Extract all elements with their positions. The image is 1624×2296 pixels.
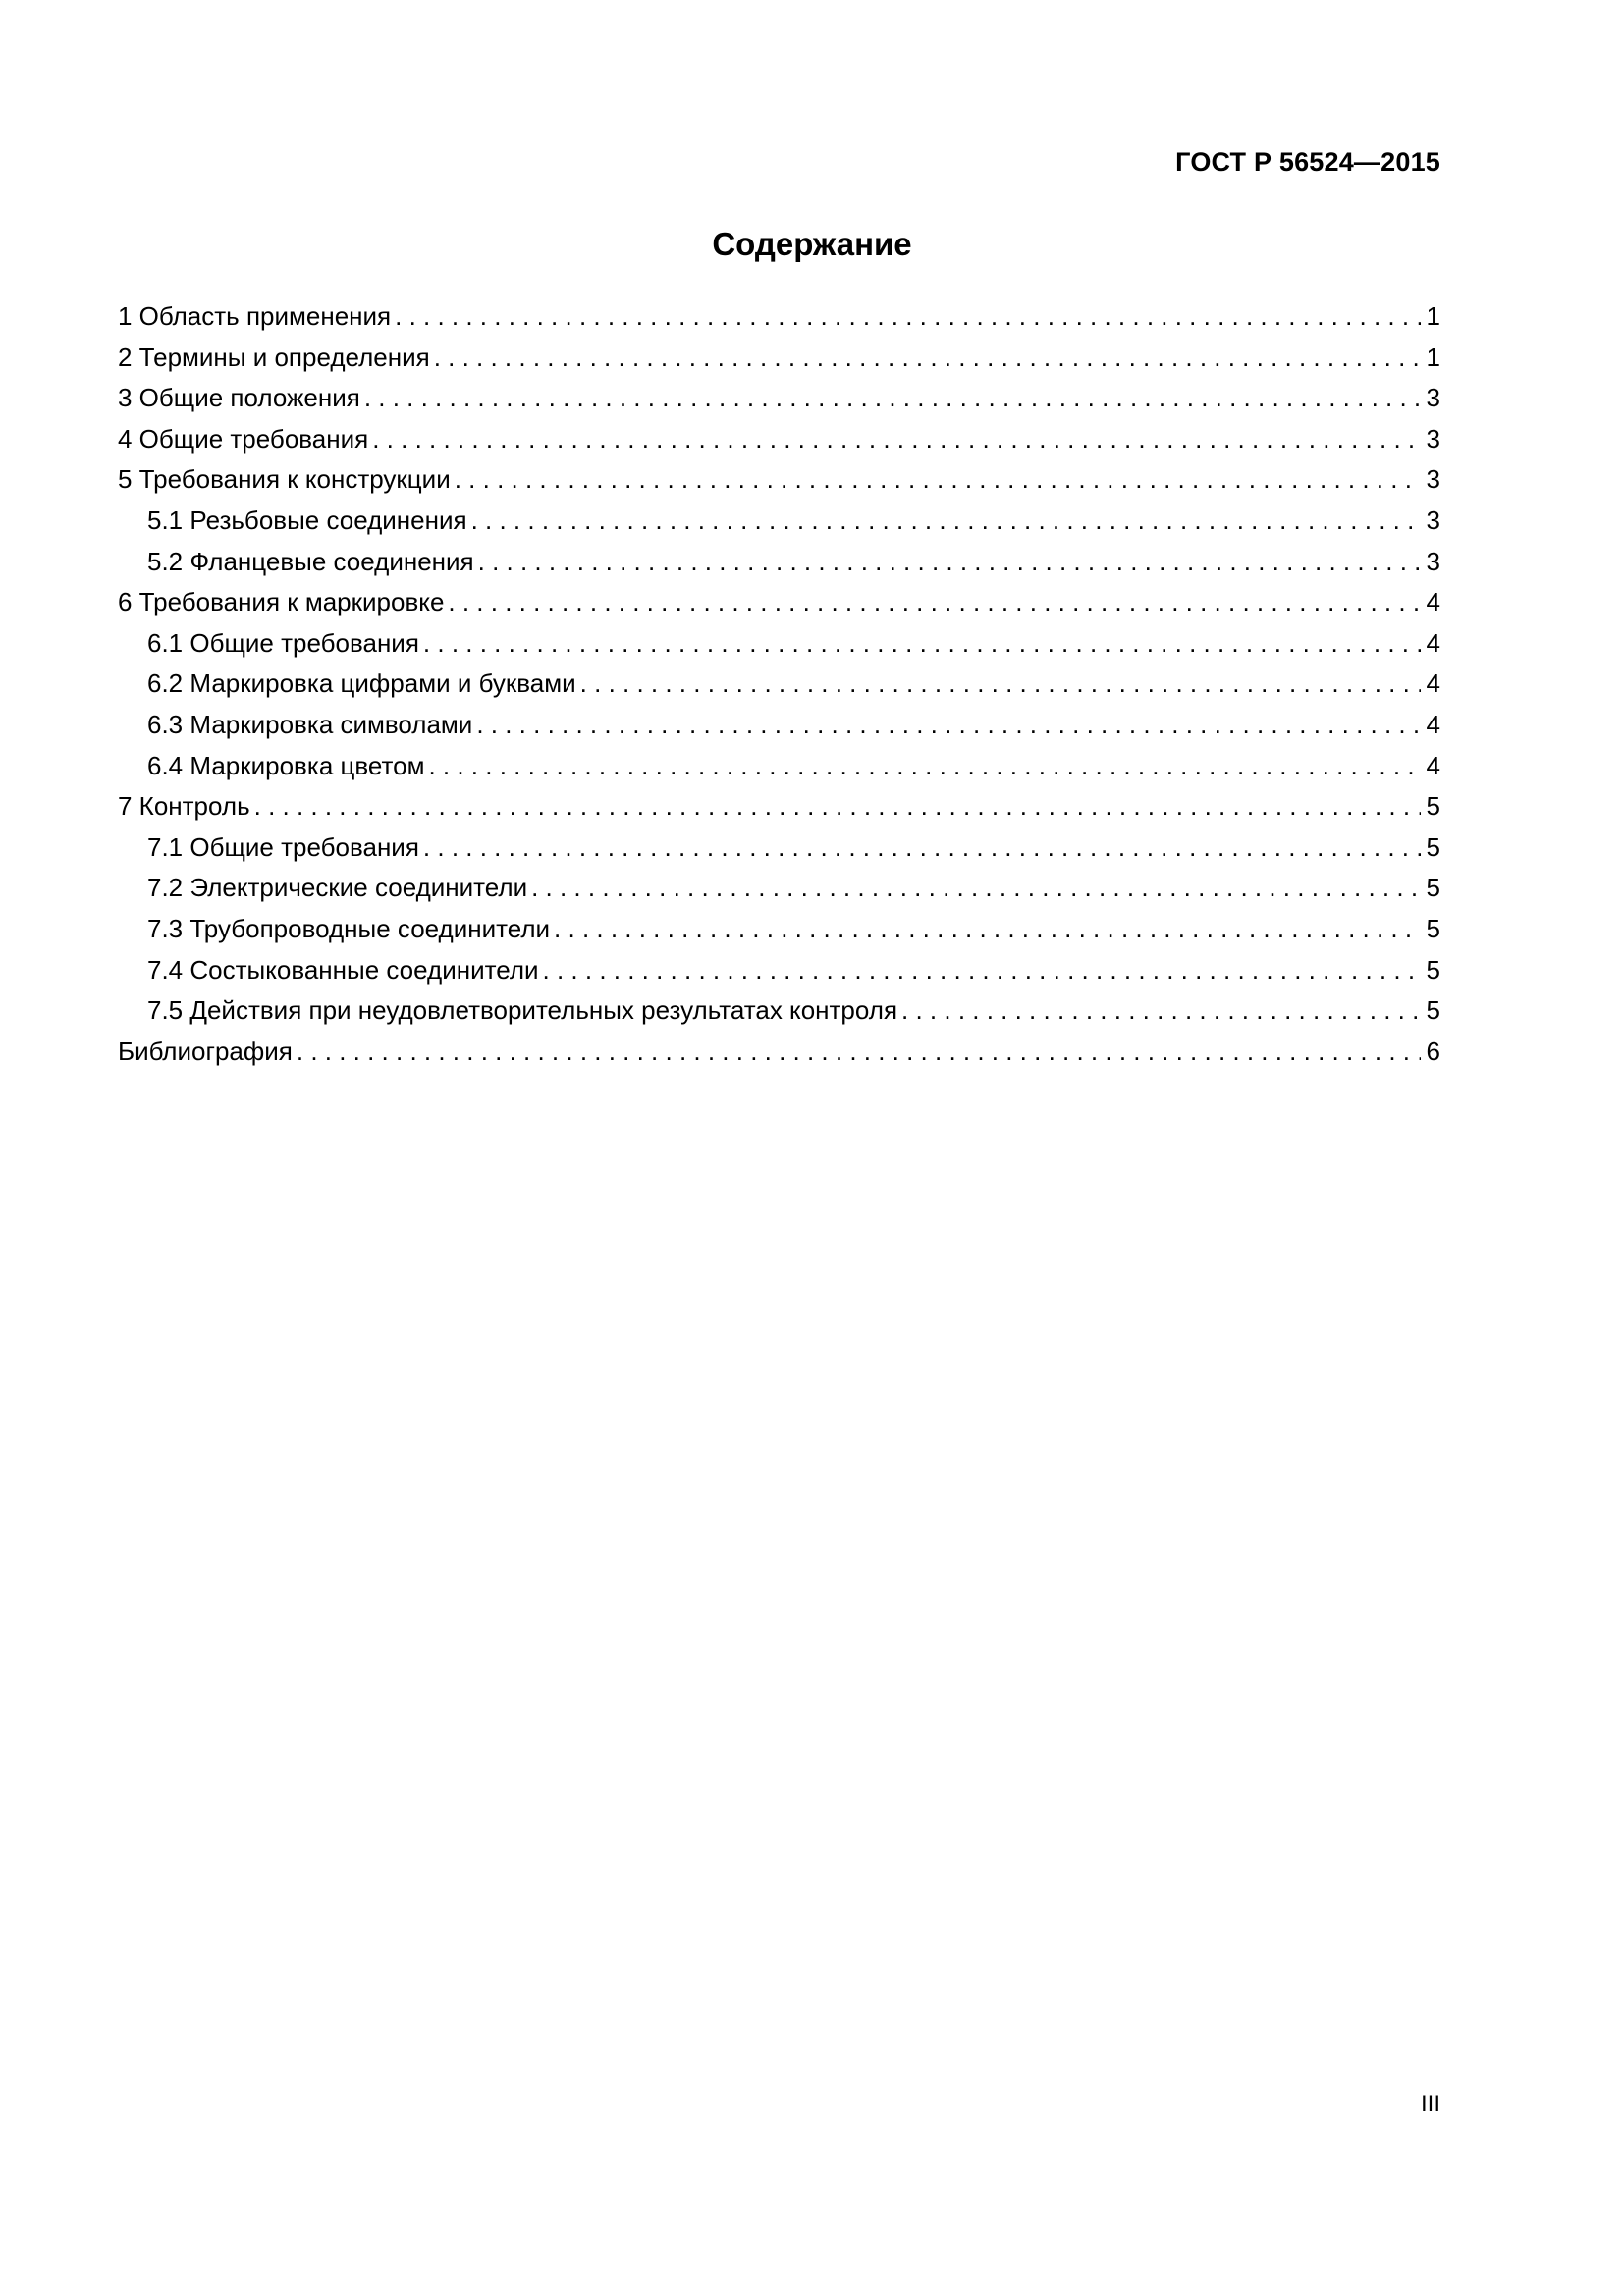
toc-entry-title: 2 Термины и определения <box>118 342 430 372</box>
toc-subentry[interactable] <box>118 705 1440 746</box>
toc-dot-leader <box>543 950 1421 991</box>
toc-entry-page: 3 <box>1426 383 1440 413</box>
toc-entry-page: 1 <box>1426 301 1440 331</box>
toc-subentry[interactable] <box>118 828 1440 869</box>
toc-entry-title: 7.1 Общие требования <box>147 831 419 862</box>
toc-entry-page: 4 <box>1426 587 1440 617</box>
toc-entry-title: 3 Общие положения <box>118 383 360 413</box>
toc-entry-title: 6.2 Маркировка цифрами и буквами <box>147 668 576 699</box>
toc-dot-leader <box>364 378 1421 419</box>
toc-entry-page: 4 <box>1426 627 1440 658</box>
toc-subentry[interactable] <box>118 664 1440 705</box>
toc-dot-leader <box>395 296 1420 338</box>
toc-entry[interactable] <box>118 582 1440 623</box>
toc-dot-leader <box>297 1032 1421 1073</box>
toc-dot-leader <box>448 582 1420 623</box>
toc-entry-page: 3 <box>1426 464 1440 495</box>
toc-entry-page: 5 <box>1426 954 1440 985</box>
toc-subentry[interactable] <box>118 990 1440 1032</box>
toc-entry-title: 7.4 Состыкованные соединители <box>147 954 539 985</box>
toc-entry[interactable] <box>118 378 1440 419</box>
toc-dot-leader <box>254 786 1421 828</box>
toc-subentry[interactable] <box>118 501 1440 542</box>
toc-entry-page: 5 <box>1426 995 1440 1026</box>
toc-entry[interactable] <box>118 786 1440 828</box>
toc-dot-leader <box>554 909 1420 950</box>
toc-dot-leader <box>423 623 1421 665</box>
toc-entry[interactable] <box>118 459 1440 501</box>
toc-dot-leader <box>471 501 1421 542</box>
toc-entry-title: 7.5 Действия при неудовлетворительных результатах контроля <box>147 995 898 1026</box>
toc-entry-title: 1 Область применения <box>118 301 392 331</box>
toc-subentry[interactable] <box>118 868 1440 909</box>
document-code: ГОСТ Р 56524—2015 <box>1175 147 1440 177</box>
toc-entry[interactable] <box>118 419 1440 460</box>
toc-entry-page: 3 <box>1426 505 1440 535</box>
toc-subentry[interactable] <box>118 542 1440 583</box>
toc-dot-leader <box>455 459 1421 501</box>
toc-entry-title: 7.3 Трубопроводные соединители <box>147 913 551 943</box>
toc-entry-title: 6 Требования к маркировке <box>118 587 445 617</box>
toc-entry-page: 4 <box>1426 668 1440 699</box>
toc-entry-title: 6.1 Общие требования <box>147 627 419 658</box>
toc-dot-leader <box>434 338 1421 379</box>
toc-entry-page: 3 <box>1426 423 1440 454</box>
toc-entry-title: 7.2 Электрические соединители <box>147 873 528 903</box>
toc-subentry[interactable] <box>118 623 1440 665</box>
toc-entry-page: 4 <box>1426 709 1440 739</box>
toc-title: Содержание <box>712 226 912 262</box>
toc-dot-leader <box>580 664 1421 705</box>
toc-dot-leader <box>531 868 1420 909</box>
toc-entry-page: 1 <box>1426 342 1440 372</box>
toc-entry-title: 5.1 Резьбовые соединения <box>147 505 467 535</box>
toc-entry-title: 7 Контроль <box>118 791 250 822</box>
toc-dot-leader <box>476 705 1420 746</box>
toc-entry-page: 6 <box>1426 1036 1440 1066</box>
toc-entry-title: 6.4 Маркировка цветом <box>147 750 425 780</box>
toc-subentry[interactable] <box>118 746 1440 787</box>
toc-entry-page: 5 <box>1426 873 1440 903</box>
toc-entry-title: 6.3 Маркировка символами <box>147 709 473 739</box>
toc-entry-title: 5.2 Фланцевые соединения <box>147 546 474 576</box>
toc-entry-title: Библиография <box>118 1036 293 1066</box>
toc-dot-leader <box>423 828 1421 869</box>
toc-entry-page: 5 <box>1426 831 1440 862</box>
toc-entry[interactable] <box>118 338 1440 379</box>
toc-subentry[interactable] <box>118 950 1440 991</box>
toc-subentry[interactable] <box>118 909 1440 950</box>
toc-dot-leader <box>478 542 1421 583</box>
toc-dot-leader <box>428 746 1420 787</box>
toc-entry-page: 4 <box>1426 750 1440 780</box>
toc-entry[interactable] <box>118 1032 1440 1073</box>
toc-entry[interactable] <box>118 296 1440 338</box>
toc-entry-title: 5 Требования к конструкции <box>118 464 451 495</box>
toc-dot-leader <box>901 990 1421 1032</box>
toc-entry-title: 4 Общие требования <box>118 423 369 454</box>
toc-entry-page: 5 <box>1426 791 1440 822</box>
toc-entry-page: 5 <box>1426 913 1440 943</box>
toc-dot-leader <box>372 419 1420 460</box>
page-number: III <box>1420 2091 1440 2117</box>
toc-entry-page: 3 <box>1426 546 1440 576</box>
table-of-contents <box>118 296 1440 1072</box>
